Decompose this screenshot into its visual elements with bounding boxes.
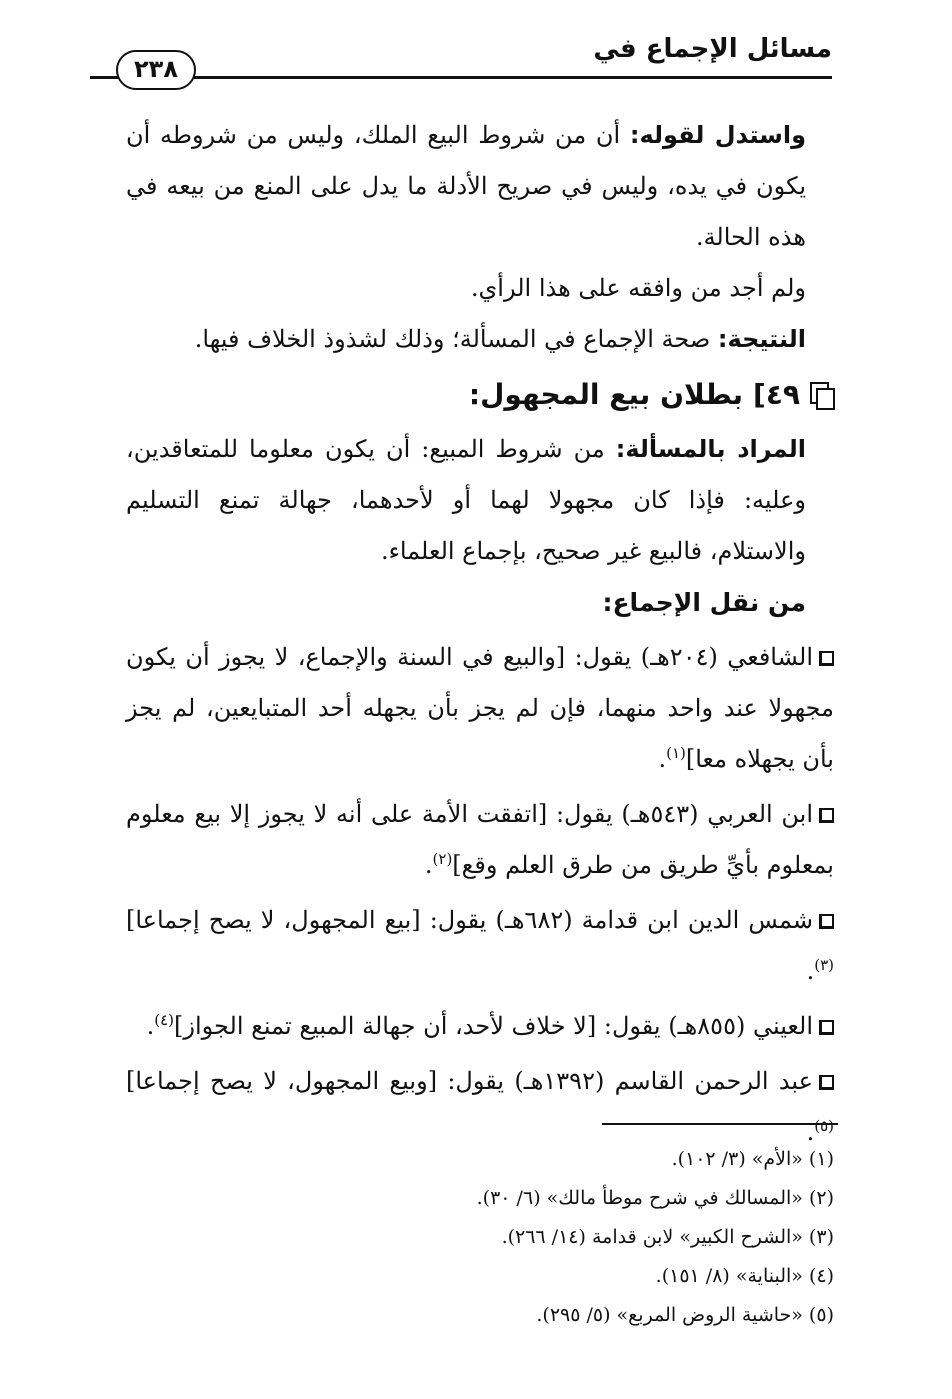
evidence-text: أن من شروط البيع الملك، وليس من شروطه أن يكون في يده، وليس في صريح الأدلة ما يدل على المنع من بيعه في هذه الحالة. xyxy=(126,121,806,251)
footnote-item: (١) «الأم» (٣/ ١٠٢). xyxy=(671,1148,834,1170)
main-text xyxy=(126,110,834,1158)
section-title: بطلان بيع المجهول: xyxy=(468,378,744,411)
checkbox-bullet-icon xyxy=(819,808,834,823)
quote-item: شمس الدين ابن قدامة (٦٨٢هـ) يقول: [بيع المجهول، لا يصح إجماعا]$^{(٣)}$. xyxy=(126,906,834,985)
footnote-item: (٢) «المسالك في شرح موطأ مالك» (٦/ ٣٠). xyxy=(476,1187,834,1209)
paragraph-result xyxy=(126,314,834,365)
quote-item: الشافعي (٢٠٤هـ) يقول: [والبيع في السنة والإجماع، لا يجوز أن يكون مجهولا عند واحد منهما، فإن لم يجز بأن يجهله أحد المتبايعين، لم يجز بأن يجهلاه معا]$^{(١)}$. xyxy=(126,643,834,773)
footnote-rule xyxy=(602,1123,838,1125)
quote-item: ابن العربي (٥٤٣هـ) يقول: [اتفقت الأمة على أنه لا يجوز إلا بيع معلوم بمعلوم بأيِّ طريق من طرق العلم وقع]$^{(٢)}$. xyxy=(126,800,834,879)
definition-text: من شروط المبيع: أن يكون معلوما للمتعاقدين، وعليه: فإذا كان مجهولا لهما أو لأحدهما، جهالة تمنع التسليم والاستلام، فالبيع غير صحيح، بإجماع العلماء. xyxy=(126,435,806,565)
definition-lead: المراد بالمسألة: xyxy=(615,435,806,463)
footnote-item: (٥) «حاشية الروض المربع» (٥/ ٢٩٥). xyxy=(536,1304,834,1326)
footnotes xyxy=(126,1140,834,1335)
paragraph-definition xyxy=(126,424,834,577)
running-title: مسائل الإجماع في xyxy=(593,34,832,64)
paragraph-evidence xyxy=(126,110,834,263)
quote-item: عبد الرحمن القاسم (١٣٩٢هـ) يقول: [وبيع المجهول، لا يصح إجماعا]$^{(٥)}$. xyxy=(126,1067,834,1146)
quote-item: العيني (٨٥٥هـ) يقول: [لا خلاف لأحد، أن جهالة المبيع تمنع الجواز]$^{(٤)}$. xyxy=(126,1001,834,1052)
transmitters-heading: من نقل الإجماع: xyxy=(602,588,806,617)
section-heading xyxy=(126,369,834,420)
result-text: صحة الإجماع في المسألة؛ وذلك لشذوذ الخلاف فيها. xyxy=(194,325,718,353)
checkbox-bullet-icon xyxy=(819,914,834,929)
checkbox-bullet-icon xyxy=(819,1020,834,1035)
result-lead: النتيجة: xyxy=(717,325,806,353)
checkbox-bullet-icon xyxy=(819,651,834,666)
paragraph-no-agreement: ولم أجد من وافقه على هذا الرأي. xyxy=(470,274,806,302)
header-rule xyxy=(90,76,832,79)
page-header xyxy=(90,28,832,88)
footnote-item: (٤) «البناية» (٨/ ١٥١). xyxy=(655,1265,834,1287)
footnote-item: (٣) «الشرح الكبير» لابن قدامة (١٤/ ٢٦٦). xyxy=(501,1226,834,1248)
section-number: ٤٩] xyxy=(753,378,800,411)
document-stack-icon xyxy=(810,382,834,408)
checkbox-bullet-icon xyxy=(819,1075,834,1090)
page-number-badge: ٢٣٨ xyxy=(116,50,196,90)
evidence-lead: واستدل لقوله: xyxy=(629,121,807,149)
